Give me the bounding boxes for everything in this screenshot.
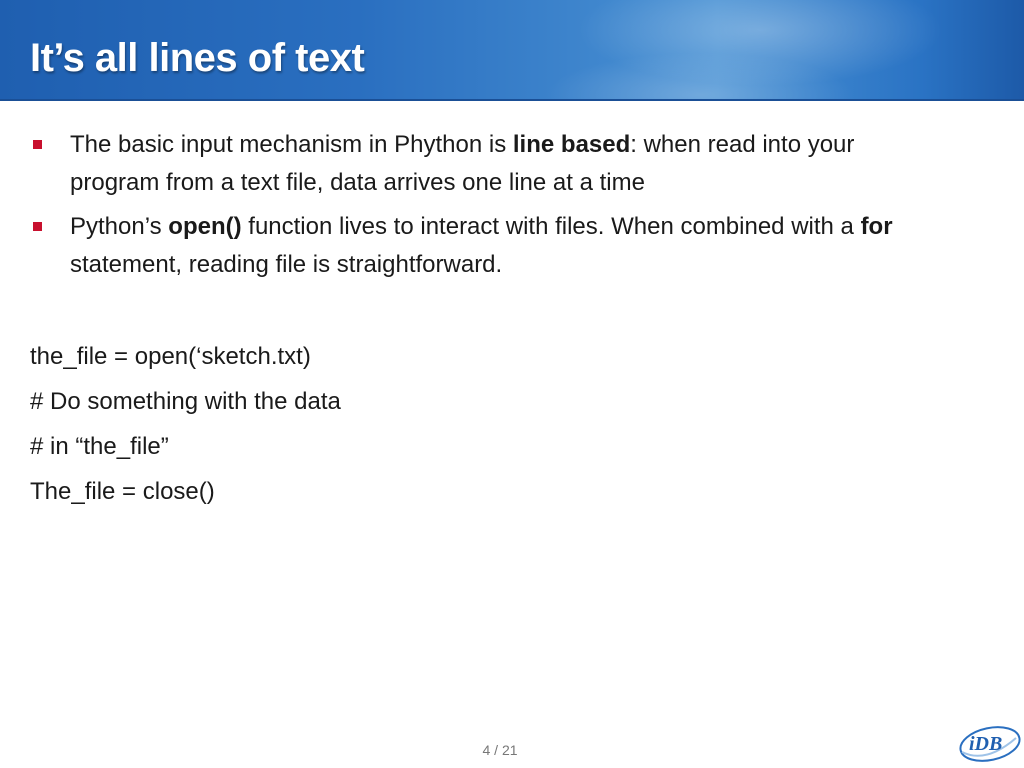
bullet-item xyxy=(30,126,950,202)
bullet-text-bold: open() xyxy=(168,213,242,240)
bullet-list xyxy=(30,126,950,290)
bullet-item xyxy=(30,208,950,284)
bullet-text-part: : when read into your program from a text file, data arrives one line at a time xyxy=(70,131,855,196)
bullet-text-bold: line based xyxy=(512,131,631,158)
slide-title: It’s all lines of text xyxy=(30,36,365,80)
title-bar xyxy=(0,0,1024,101)
code-line: the_file = open(‘sketch.txt) xyxy=(30,343,311,370)
bullet-text-part: Python’s xyxy=(70,213,169,240)
code-line: # in “the_file” xyxy=(30,433,169,460)
logo-text: iDB xyxy=(969,733,1003,755)
square-bullet-icon xyxy=(33,140,42,149)
code-block xyxy=(30,334,341,514)
bullet-text-part: The basic input mechanism in Phython is xyxy=(70,131,513,158)
code-line: # Do something with the data xyxy=(30,388,341,415)
square-bullet-icon xyxy=(33,222,42,231)
code-line: The_file = close() xyxy=(30,478,215,505)
idb-logo-icon xyxy=(956,718,1022,766)
bullet-text-part: function lives to interact with files. When combined with a xyxy=(241,213,861,240)
page-number: 4 / 21 xyxy=(482,742,518,758)
bullet-text-bold: for xyxy=(860,213,893,240)
bullet-text-part: statement, reading file is straightforward. xyxy=(70,251,503,278)
